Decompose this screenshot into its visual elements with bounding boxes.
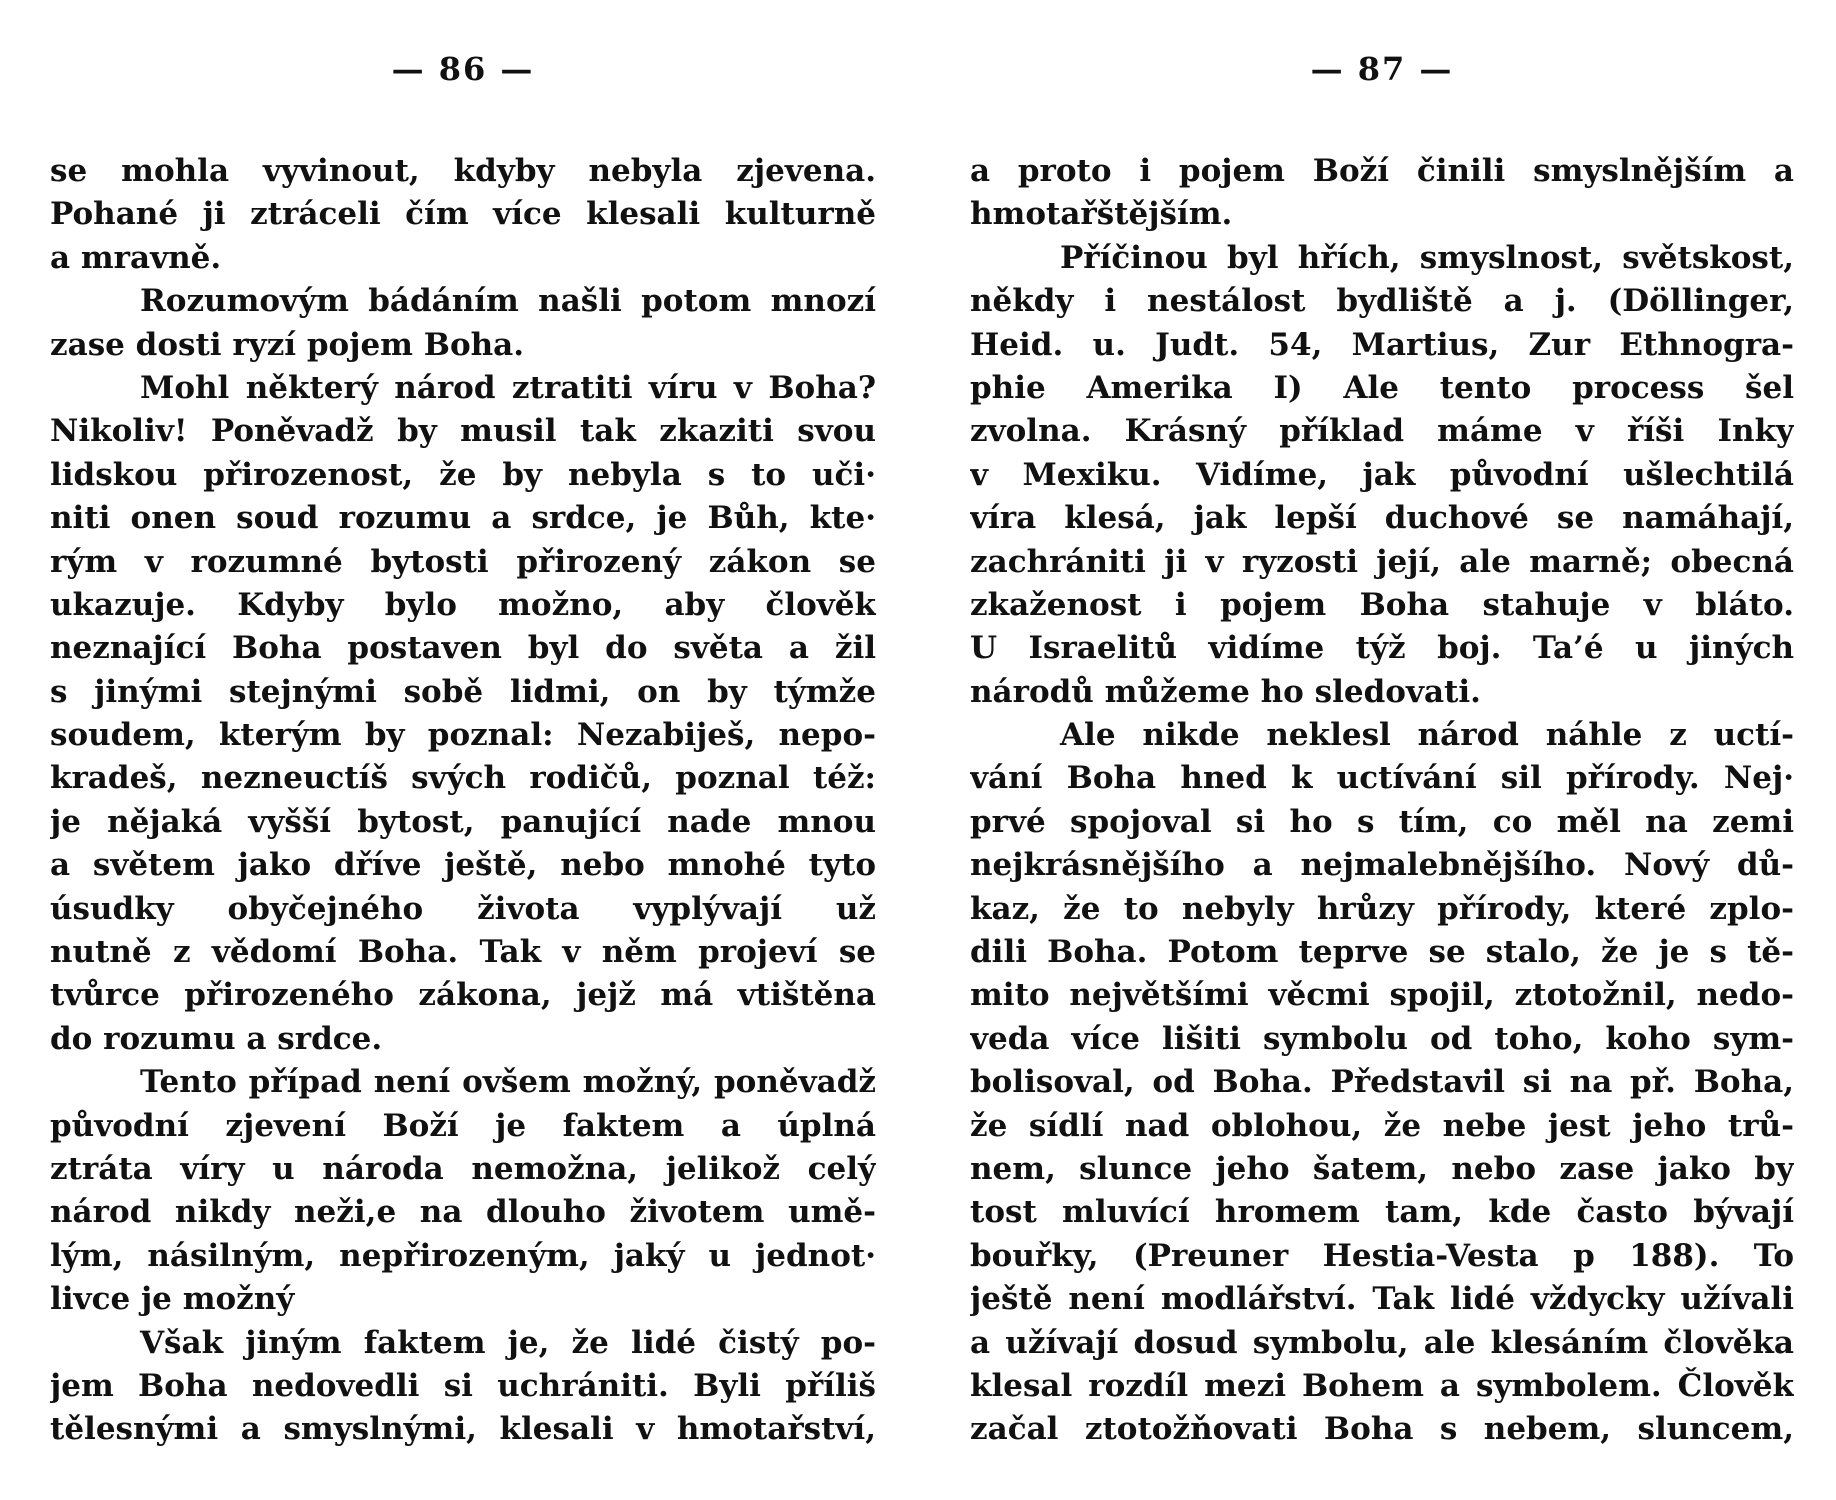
text-line: U Israelitů vidíme týž boj. Ta’é u jiných: [970, 630, 1794, 667]
text-line: národ nikdy neži,e na dlouho životem umě-: [50, 1194, 876, 1231]
text-line: se mohla vyvinout, kdyby nebyla zjevena.: [50, 153, 876, 189]
text-block: [970, 150, 1794, 1452]
text-line: Rozumovým bádáním našli potom mnozí: [140, 283, 876, 320]
text-line: soudem, kterým by poznal: Nezabiješ, nepo-: [50, 717, 876, 754]
text-line: tost mluvící hromem tam, kde často bývají: [970, 1194, 1794, 1231]
text-line: Pohané ji ztráceli čím více klesali kulturně: [50, 196, 876, 233]
text-line: lidskou přirozenost, že by nebyla s to uči·: [50, 456, 876, 493]
text-line: do rozumu a srdce.: [50, 1020, 383, 1057]
text-line: lým, násilným, nepřirozeným, jaký u jednot·: [50, 1237, 876, 1274]
text-line: ukazuje. Kdyby bylo možno, aby člověk: [50, 586, 876, 623]
text-line: víra klesá, jak lepší duchové se namáhají,: [970, 500, 1794, 537]
right-page: [970, 0, 1794, 1500]
page-number: — 87 —: [1310, 50, 1454, 88]
text-line: Nikoliv! Poněvadž by musil tak zkaziti svou: [50, 413, 876, 450]
text-line: Ale nikde neklesl národ náhle z uctí-: [1060, 717, 1794, 754]
text-line: Heid. u. Judt. 54, Martius, Zur Ethnogra-: [970, 326, 1794, 363]
text-line: Příčinou byl hřích, smyslnost, světskost,: [1060, 239, 1794, 276]
text-line: rým v rozumné bytosti přirozený zákon se: [50, 543, 876, 580]
text-block: [50, 150, 876, 1452]
text-line: úsudky obyčejného života vyplývají už: [50, 890, 876, 927]
text-line: vání Boha hned k uctívání sil přírody. Nej·: [970, 760, 1794, 797]
text-line: zvolna. Krásný příklad máme v říši Inky: [970, 413, 1794, 450]
text-line: tělesnými a smyslnými, klesali v hmotařství,: [50, 1411, 876, 1448]
text-line: dili Boha. Potom teprve se stalo, že je s tě-: [970, 934, 1794, 971]
text-line: klesal rozdíl mezi Bohem a symbolem. Člověk: [970, 1367, 1794, 1404]
text-line: nutně z vědomí Boha. Tak v něm projeví se: [50, 934, 876, 971]
text-line: veda více lišiti symbolu od toho, koho sym-: [970, 1020, 1794, 1057]
text-line: někdy i nestálost bydliště a j. (Döllinger,: [970, 283, 1794, 320]
text-line: začal ztotožňovati Boha s nebem, sluncem,: [970, 1411, 1794, 1448]
text-line: původní zjevení Boží je faktem a úplná: [50, 1107, 876, 1144]
text-line: že sídlí nad oblohou, že nebe jest jeho trů-: [970, 1107, 1794, 1144]
text-line: ještě není modlářství. Tak lidé vždycky užívali: [970, 1281, 1794, 1318]
text-line: prvé spojoval si ho s tím, co měl na zemi: [970, 803, 1794, 840]
text-line: s jinými stejnými sobě lidmi, on by týmže: [50, 673, 876, 710]
text-line: národů můžeme ho sledovati.: [970, 673, 1481, 710]
text-line: Mohl některý národ ztratiti víru v Boha?: [140, 369, 876, 406]
text-line: a mravně.: [50, 239, 222, 276]
text-line: hmotařštějším.: [970, 196, 1233, 233]
text-line: phie Amerika I) Ale tento process šel: [970, 369, 1794, 406]
page-number: — 86 —: [391, 50, 535, 88]
text-line: zase dosti ryzí pojem Boha.: [50, 326, 525, 363]
text-line: je nějaká vyšší bytost, panující nade mnou: [50, 803, 876, 840]
left-page: [50, 0, 876, 1500]
text-line: niti onen soud rozumu a srdce, je Bůh, kte·: [50, 500, 876, 537]
text-line: neznající Boha postaven byl do světa a žil: [50, 630, 876, 667]
text-line: kradeš, nezneuctíš svých rodičů, poznal též:: [50, 760, 876, 797]
text-line: a užívají dosud symbolu, ale klesáním člověka: [970, 1324, 1794, 1361]
text-line: tvůrce přirozeného zákona, jejž má vtištěna: [50, 977, 876, 1014]
text-line: nem, slunce jeho šatem, nebo zase jako by: [970, 1150, 1794, 1187]
text-line: bouřky, (Preuner Hestia-Vesta p 188). To: [970, 1237, 1794, 1274]
text-line: ztráta víry u národa nemožna, jelikož celý: [50, 1150, 876, 1187]
text-line: a proto i pojem Boží činili smyslnějším a: [970, 153, 1794, 189]
text-line: Však jiným faktem je, že lidé čistý po-: [140, 1324, 876, 1361]
text-line: v Mexiku. Vidíme, jak původní ušlechtilá: [970, 456, 1794, 493]
text-line: jem Boha nedovedli si uchrániti. Byli příliš: [50, 1367, 876, 1404]
text-line: kaz, že to nebyly hrůzy přírody, které zplo-: [970, 890, 1794, 927]
text-line: zachrániti ji v ryzosti její, ale marně; obecná: [970, 543, 1794, 580]
text-line: Tento případ není ovšem možný, poněvadž: [140, 1064, 876, 1101]
text-line: nejkrásnějšího a nejmalebnějšího. Nový dů-: [970, 847, 1794, 884]
text-line: livce je možný: [50, 1281, 295, 1318]
text-line: a světem jako dříve ještě, nebo mnohé tyto: [50, 847, 876, 884]
text-line: zkaženost i pojem Boha stahuje v bláto.: [970, 586, 1794, 623]
text-line: mito největšími věcmi spojil, ztotožnil, nedo-: [970, 977, 1794, 1014]
text-line: bolisoval, od Boha. Představil si na př. Boha,: [970, 1064, 1794, 1101]
